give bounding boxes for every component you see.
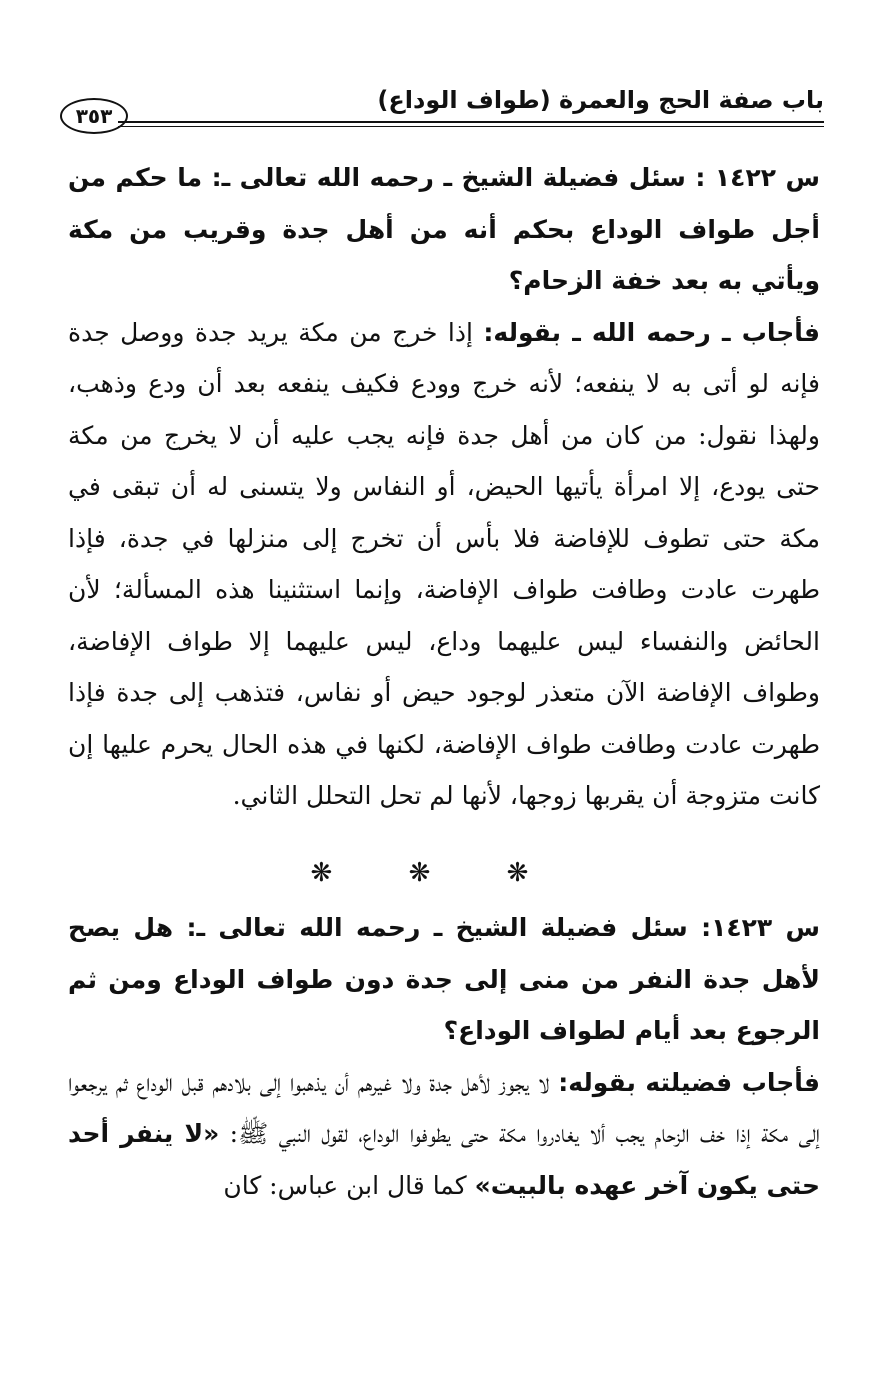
fatwa-1422 [68,152,820,822]
answer-text-1423-part1: لا يجوز لأهل جدة ولا غيرهم أن يذهبوا إلى بلادهم قبل الوداع ثم يرجعوا إلى مكة إذا خف الزحام يجب ألا يغادروا مكة حتى يطوفوا الوداع، لقول النبي ﷺ: [68,1067,820,1148]
answer-lead-1422: فأجاب ـ رحمه الله ـ بقوله: [483,317,820,347]
hadith-quote: «لا ينفر أحد حتى يكون آخر عهده بالبيت» [68,1119,820,1200]
page-number: ٣٥٣ [60,98,128,134]
answer-lead-1423: فأجاب فضيلته بقوله: [558,1067,820,1097]
running-header [52,82,824,130]
answer-1422 [68,307,820,822]
question-1422: س ١٤٢٢ : سئل فضيلة الشيخ ـ رحمه الله تعالى ـ: ما حكم من أجل طواف الوداع بحكم أنه من أهل جدة وقريب من مكة ويأتي به بعد خفة الزحام؟ [68,163,820,295]
answer-text-1422: إذا خرج من مكة يريد جدة ووصل جدة فإنه لو أتى به لا ينفعه؛ لأنه خرج وودع فكيف ينفعه بعد أن ودع وذهب، ولهذا نقول: من كان من أهل جدة فإنه يجب عليه أن لا يخرج من مكة حتى يودع، إلا امرأة يأتيها الحيض، أو النفاس ولا يتسنى له أن تبقى في مكة حتى تطوف للإفاضة فلا بأس أن تخرج إلى منزلها في جدة، فإذا طهرت عادت وطافت طواف الإفاضة، وإنما استثنينا هذه المسألة؛ لأن الحائض والنفساء ليس عليهما وداع، ليس عليهما إلا طواف الإفاضة، وطواف الإفاضة الآن متعذر لوجود حيض أو نفاس، فتذهب إلى جدة فإذا طهرت عادت وطافت طواف الإفاضة، لكنها في هذه الحال يحرم عليها إن كانت متزوجة أن يقربها زوجها، لأنها لم تحل التحلل الثاني. [68,317,821,810]
answer-1423 [68,1057,820,1212]
answer-text-1423-part2: كما قال ابن عباس: كان [223,1170,467,1200]
chapter-title: باب صفة الحج والعمرة (طواف الوداع) [377,86,824,114]
header-rule [118,121,824,127]
fatwa-1423 [68,902,820,1211]
question-1423: س ١٤٢٣: سئل فضيلة الشيخ ـ رحمه الله تعالى ـ: هل يصح لأهل جدة النفر من منى إلى جدة دون طواف الوداع ومن ثم الرجوع بعد أيام لطواف الوداع؟ [68,913,821,1045]
section-separator: ❋ ❋ ❋ [310,858,563,888]
